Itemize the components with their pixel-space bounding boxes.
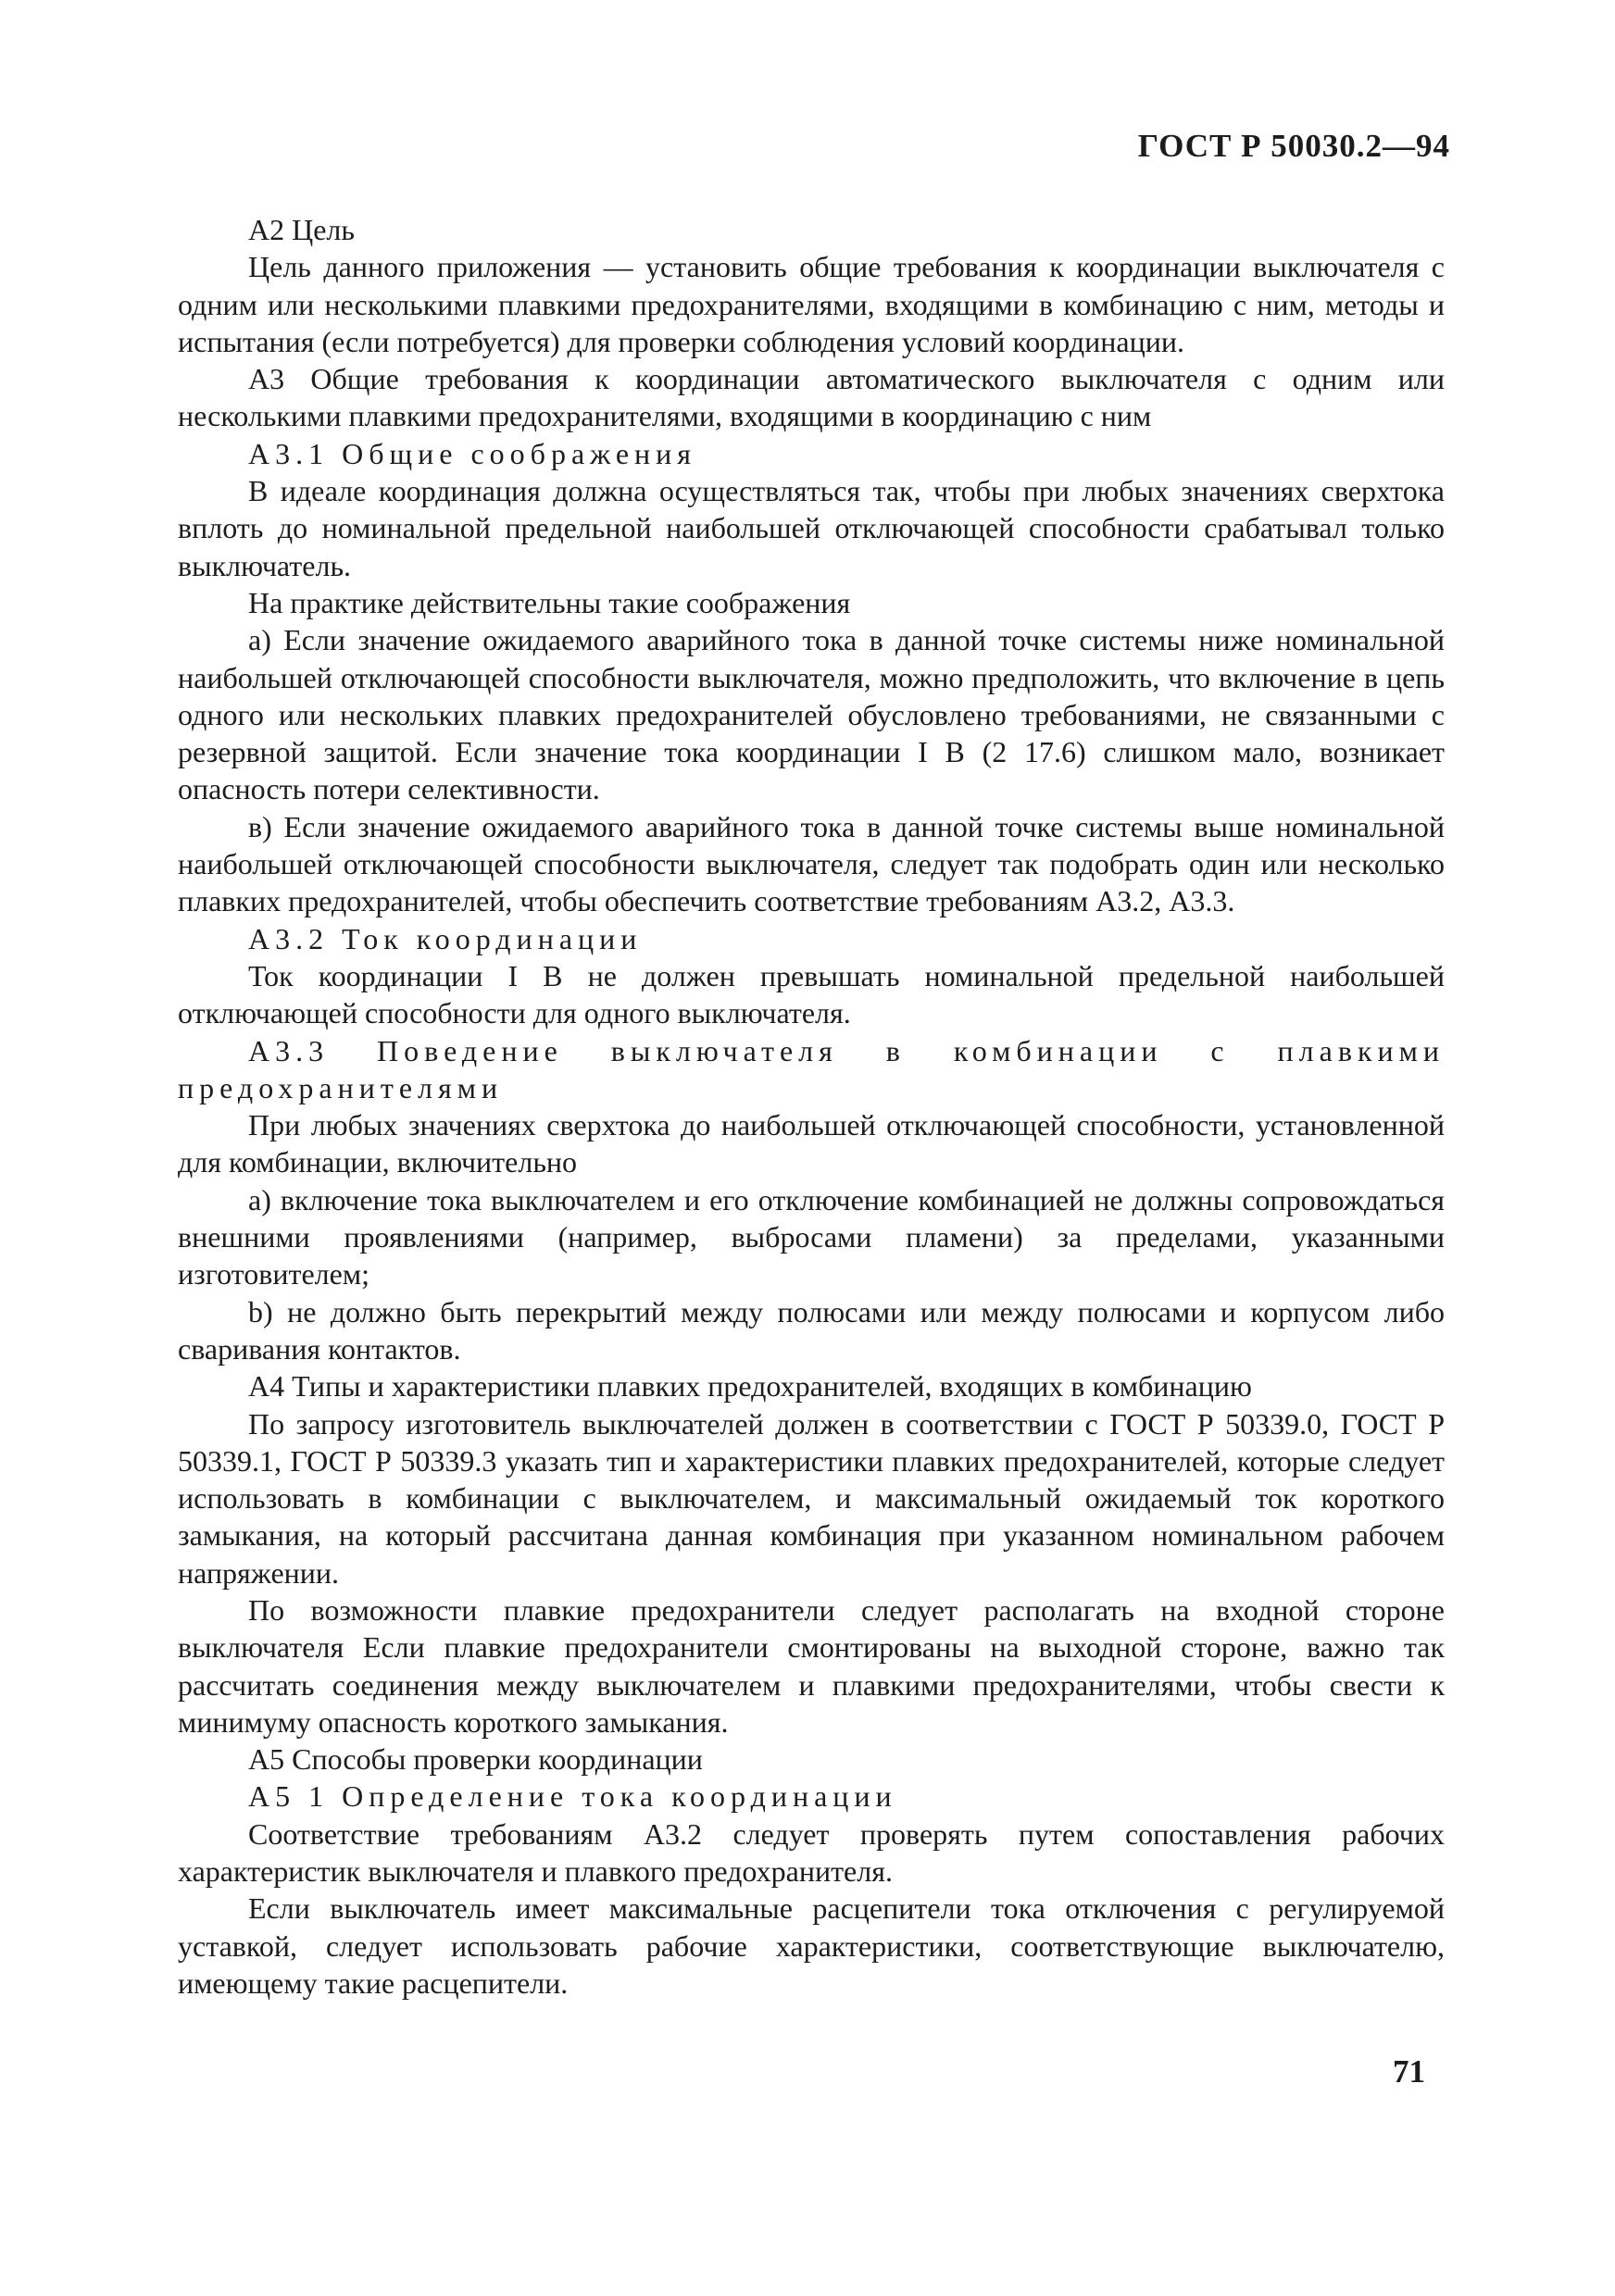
subsection-heading: А3.3 Поведение выключателя в комбинации с плавкими предохранителями	[178, 1033, 1445, 1104]
section-heading: А4 Типы и характеристики плавких предохранителей, входящих в комбинацию	[248, 1369, 1252, 1404]
paragraph: Ток координации I B не должен превышать номинальной предельной наибольшей отключающей способности для одного выключателя.	[178, 958, 1445, 1030]
paragraph: Цель данного приложения — установить общие требования к координации выключателя с одним или несколькими плавкими предохранителями, входящими в комбинацию с ним, методы и испытания (если потребуется) для проверки соблюдения условий координации.	[178, 250, 1445, 358]
paragraph: По возможности плавкие предохранители следует располагать на входной стороне выключателя Если плавкие предохранители смонтированы на выходной стороне, важно так рассчитать соединения между выключателем и плавкими предохранителями, чтобы свести к минимуму опасность короткого замыкания.	[178, 1592, 1445, 1739]
section-heading: А3 Общие требования к координации автоматического выключателя с одним или несколькими плавкими предохранителями, входящими в координацию с ним	[178, 362, 1445, 433]
page-number: 71	[1393, 2053, 1425, 2090]
subsection-heading: А3.1 Общие соображения	[248, 436, 697, 470]
document-header: ГОСТ Р 50030.2—94	[1137, 128, 1450, 164]
list-item: b) не должно быть перекрытий между полюсами или между полюсами и корпусом либо сваривания контактов.	[178, 1294, 1445, 1366]
section-heading: А2 Цель	[248, 213, 355, 246]
paragraph: По запросу изготовитель выключателей должен в соответствии с ГОСТ Р 50339.0, ГОСТ Р 50339.1, ГОСТ Р 50339.3 указать тип и характеристики плавких предохранителей, которые следует использовать в комбинации с выключателем, и максимальный ожидаемый ток короткого замыкания, на который рассчитана данная комбинация при указанном номинальном рабочем напряжении.	[178, 1406, 1445, 1590]
document-body	[178, 211, 1445, 2002]
paragraph: При любых значениях сверхтока до наибольшей отключающей способности, установленной для комбинации, включительно	[178, 1108, 1445, 1179]
list-item: в) Если значение ожидаемого аварийного тока в данной точке системы выше номинальной наибольшей отключающей способности выключателя, следует так подобрать один или несколько плавких предохранителей, чтобы обеспечить соответствие требованиям А3.2, А3.3.	[178, 809, 1445, 918]
paragraph: В идеале координация должна осуществляться так, чтобы при любых значениях сверхтока вплоть до номинальной предельной наибольшей отключающей способности срабатывал только выключатель.	[178, 474, 1445, 582]
list-item: а) включение тока выключателем и его отключение комбинацией не должны сопровождаться внешними проявлениями (например, выбросами пламени) за пределами, указанными изготовителем;	[178, 1182, 1445, 1292]
paragraph: Соответствие требованиям А3.2 следует проверять путем сопоставления рабочих характеристик выключателя и плавкого предохранителя.	[178, 1816, 1445, 1889]
paragraph: На практике действительны такие соображения	[248, 585, 851, 619]
list-item: а) Если значение ожидаемого аварийного тока в данной точке системы ниже номинальной наибольшей отключающей способности выключателя, можно предположить, что включение в цепь одного или нескольких плавких предохранителей обусловлено требованиями, не связанными с резервной защитой. Если значение тока координации I B (2 17.6) слишком мало, возникает опасность потери селективности.	[178, 623, 1445, 806]
paragraph: Если выключатель имеет максимальные расцепители тока отключения с регулируемой уставкой, следует использовать рабочие характеристики, соответствующие выключателю, имеющему такие расцепители.	[178, 1891, 1445, 2000]
subsection-heading: А5 1 Определение тока координации	[248, 1779, 897, 1814]
subsection-heading: А3.2 Ток координации	[248, 921, 643, 955]
section-heading: А5 Способы проверки координации	[248, 1742, 703, 1777]
